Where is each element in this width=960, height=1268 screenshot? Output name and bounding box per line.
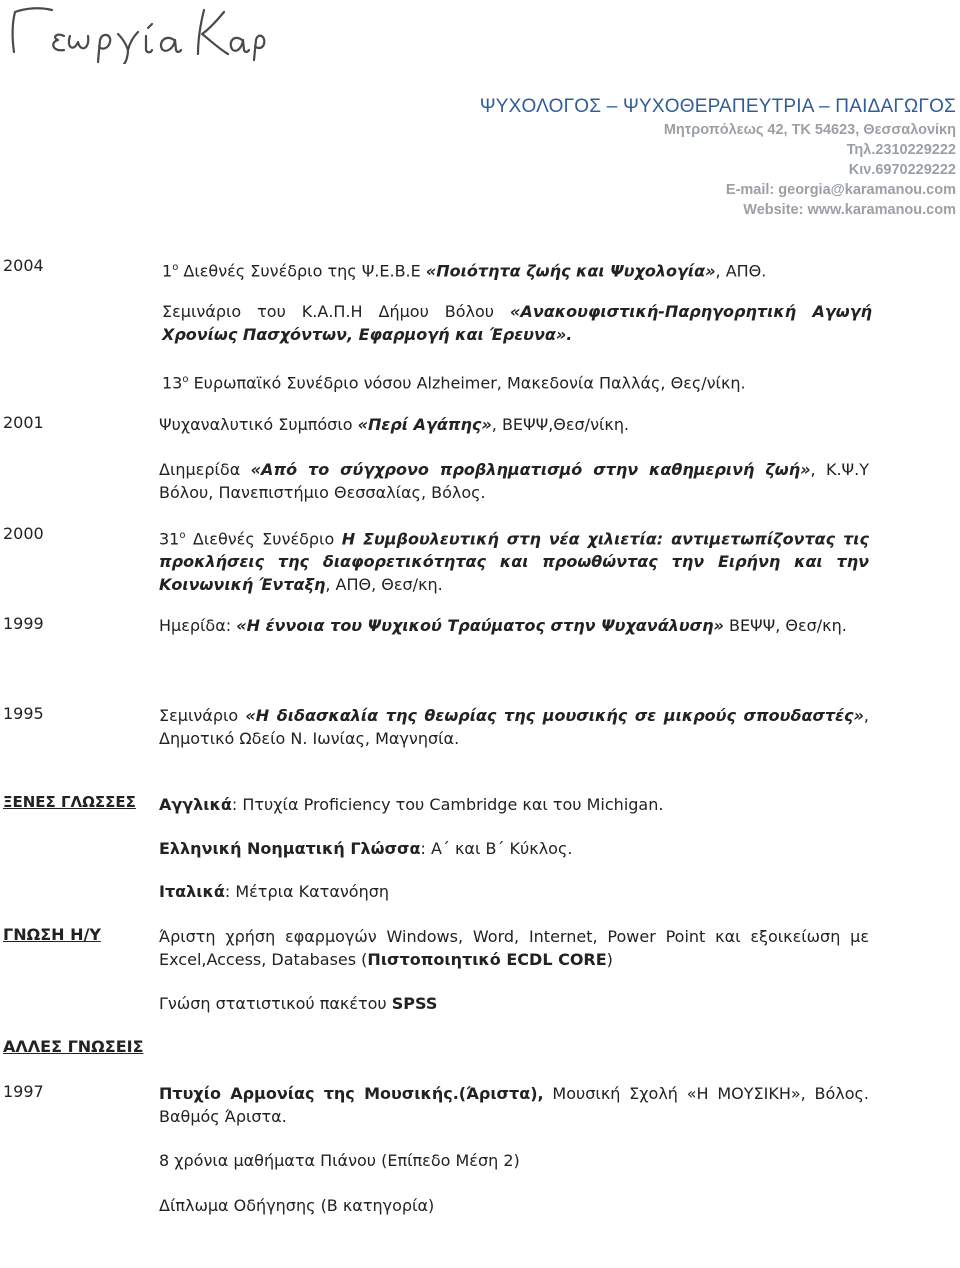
signature-logo-graphic bbox=[6, 2, 268, 64]
professional-title: ΨΥΧΟΛΟΓΟΣ – ΨΥΧΟΘΕΡΑΠΕΥΤΡΙΑ – ΠΑΙΔΑΓΩΓΟΣ bbox=[479, 96, 956, 117]
contact-header bbox=[480, 94, 956, 220]
entry-text: , ΑΠΘ, Θεσ/κη. bbox=[325, 575, 443, 595]
year-label: 2001 bbox=[3, 413, 44, 432]
year-label: 1999 bbox=[3, 614, 44, 633]
ordinal-suffix: ο bbox=[179, 530, 186, 541]
entry-1995 bbox=[159, 704, 869, 750]
language-name: Αγγλικά bbox=[159, 795, 232, 814]
entry-title: «Ανακουφιστική-Παρηγορητική Αγωγή Χρονίως Πασχόντων, Εφαρμογή και Έρευνα». bbox=[162, 302, 873, 344]
language-italian bbox=[159, 880, 869, 903]
degree-text: Μουσική Σχολή «Η ΜΟΥΣΙΚΗ», Βόλος. Βαθμός Άριστα. bbox=[159, 1084, 870, 1126]
language-english bbox=[159, 793, 869, 816]
skills-text: Γνώση στατιστικού πακέτου bbox=[159, 994, 392, 1013]
entry-title: «Η διδασκαλία της θεωρίας της μουσικής σε μικρούς σπουδαστές» bbox=[245, 706, 864, 725]
entry-1999 bbox=[159, 614, 869, 637]
ordinal-suffix: ο bbox=[172, 262, 179, 273]
entry-2001 bbox=[159, 413, 869, 436]
email[interactable]: E-mail: georgia@karamanou.com bbox=[725, 182, 956, 198]
entry-text: Ψυχαναλυτικό Συμπόσιο bbox=[159, 415, 358, 434]
entry-text: Ευρωπαϊκό Συνέδριο νόσου Alzheimer, Μακεδονία Παλλάς, Θες/νίκη. bbox=[188, 373, 746, 393]
entry-text: , Κ.Ψ.Υ Βόλου, Πανεπιστήμιο Θεσσαλίας, Βόλος. bbox=[159, 460, 870, 502]
ordinal-number: 1 bbox=[162, 261, 173, 281]
ordinal-suffix: ο bbox=[182, 374, 189, 385]
entry-2000 bbox=[159, 524, 869, 596]
computer-skills bbox=[159, 925, 869, 971]
entry-text: Διεθνές Συνέδριο της Ψ.Ε.Β.Ε bbox=[178, 261, 426, 281]
degree-title: Πτυχίο Αρμονίας της Μουσικής.(Άριστα), bbox=[159, 1084, 544, 1103]
ordinal-number: 13 bbox=[162, 373, 183, 393]
entry-text: , ΒΕΨΨ,Θεσ/νίκη. bbox=[491, 415, 630, 434]
entry-title: Η Συμβουλευτική στη νέα χιλιετία: αντιμετωπίζοντας τις προκλήσεις της διαφορετικότητας και προωθώντας την Ειρήνη και την Κοινωνική Ένταξη bbox=[159, 529, 870, 595]
entry-piano: 8 χρόνια μαθήματα Πιάνου (Επίπεδο Μέση 2) bbox=[159, 1151, 520, 1170]
phone: Τηλ.2310229222 bbox=[846, 142, 956, 158]
section-heading-other: ΑΛΛΕΣ ΓΝΩΣΕΙΣ bbox=[3, 1037, 144, 1056]
entry-driving-license: Δίπλωμα Οδήγησης (Β κατηγορία) bbox=[159, 1196, 435, 1215]
ordinal-number: 31 bbox=[159, 529, 180, 549]
entry-diimerida bbox=[159, 458, 869, 504]
language-level: : Μέτρια Κατανόηση bbox=[224, 882, 390, 901]
mobile: Κιν.6970229222 bbox=[848, 162, 956, 178]
entry-title: «Ποιότητα ζωής και Ψυχολογία» bbox=[425, 261, 716, 281]
certificate: Πιστοποιητικό ECDL CORE bbox=[367, 950, 607, 969]
entry-text: Ημερίδα: bbox=[159, 616, 237, 635]
entry-title: «Περί Αγάπης» bbox=[357, 415, 492, 434]
statistics-skill bbox=[159, 992, 869, 1015]
entry-title: «Από το σύγχρονο προβληματισμό στην καθημερινή ζωή» bbox=[250, 460, 811, 479]
section-heading-computer: ΓΝΩΣΗ Η/Υ bbox=[3, 925, 101, 944]
year-label: 2004 bbox=[3, 256, 44, 275]
year-label: 1995 bbox=[3, 704, 44, 723]
entry-text: Σεμινάριο bbox=[159, 706, 246, 725]
entry-text: Διεθνές Συνέδριο bbox=[185, 529, 342, 549]
language-name: Ελληνική Νοηματική Γλώσσα bbox=[159, 839, 421, 858]
entry-text: Διημερίδα bbox=[159, 460, 251, 479]
entry-text: , Δημοτικό Ωδείο Ν. Ιωνίας, Μαγνησία. bbox=[159, 706, 870, 748]
signature-logo bbox=[6, 2, 268, 64]
entry-text: ΒΕΨΨ, Θεσ/κη. bbox=[723, 616, 847, 635]
entry-seminar-volos bbox=[162, 300, 872, 346]
entry-text: , ΑΠΘ. bbox=[715, 261, 767, 281]
entry-title: «Η έννοια του Ψυχικού Τραύματος στην Ψυχανάλυση» bbox=[236, 616, 724, 635]
website[interactable]: Website: www.karamanou.com bbox=[743, 202, 956, 218]
year-label: 1997 bbox=[3, 1082, 44, 1101]
year-label: 2000 bbox=[3, 524, 44, 543]
language-name: Ιταλικά bbox=[159, 882, 225, 901]
skills-text: Άριστη χρήση εφαρμογών Windows, Word, Internet, Power Point και εξοικείωση με Excel,Access, Databases ( bbox=[159, 927, 869, 969]
entry-text: Σεμινάριο του Κ.Α.Π.Η Δήμου Βόλου bbox=[162, 302, 511, 321]
entry-alzheimer bbox=[162, 368, 872, 394]
software-name: SPSS bbox=[391, 994, 438, 1013]
skills-text: ) bbox=[606, 950, 613, 969]
language-level: : Πτυχία Proficiency του Cambridge και του Michigan. bbox=[231, 795, 664, 814]
address: Μητροπόλεως 42, ΤΚ 54623, Θεσσαλονίκη bbox=[663, 122, 956, 138]
entry-music-degree bbox=[159, 1082, 869, 1128]
language-level: : Α΄ και Β΄ Κύκλος. bbox=[420, 839, 573, 858]
language-sign bbox=[159, 837, 869, 860]
entry-2004 bbox=[162, 256, 872, 282]
section-heading-languages: ΞΕΝΕΣ ΓΛΩΣΣΕΣ bbox=[3, 793, 136, 811]
